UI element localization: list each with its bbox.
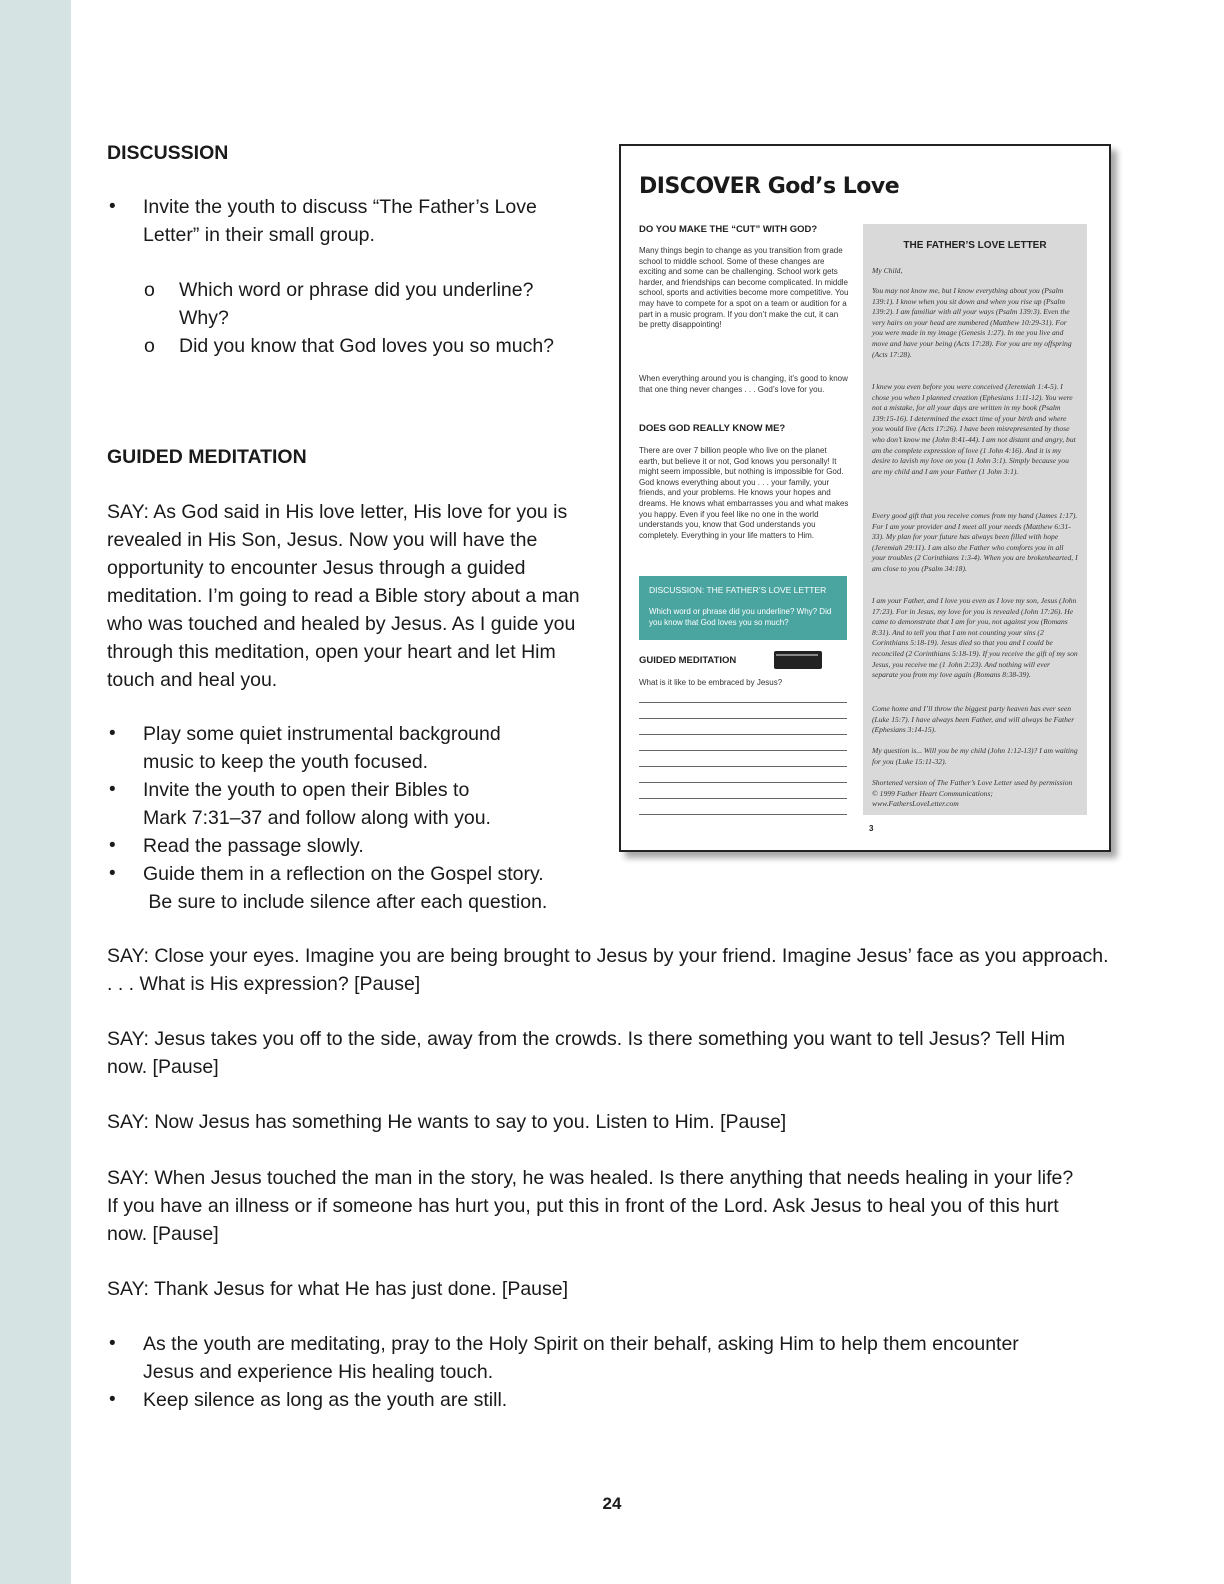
meditation-intro-line: opportunity to encounter Jesus through a guided	[107, 557, 526, 579]
meditation-intro-line: touch and heal you.	[107, 669, 278, 691]
meditation-step: music to keep the youth focused.	[143, 751, 429, 773]
side-band	[0, 0, 71, 1584]
write-line	[639, 702, 847, 703]
final-step: Jesus and experience His healing touch.	[143, 1361, 494, 1383]
bullet: •	[109, 1333, 116, 1354]
handout-section-heading: DOES GOD REALLY KNOW ME?	[639, 423, 786, 434]
meditation-step: Mark 7:31–37 and follow along with you.	[143, 807, 491, 829]
discussion-question: Which word or phrase did you underline?	[179, 279, 534, 301]
bible-icon	[774, 651, 822, 669]
discussion-question: Did you know that God loves you so much?	[179, 335, 555, 357]
say-line: SAY: Now Jesus has something He wants to say to you. Listen to Him. [Pause]	[107, 1111, 787, 1133]
handout-page-number: 3	[869, 824, 874, 833]
write-line	[639, 798, 847, 799]
handout-paragraph: There are over 7 billion people who live on the planet earth, but believe it or not, God knows you personally! It might seem impossible, but nothing is impossible for God. God knows everything about you . . . your family, your friends, and your problems. He knows your hopes and dreams. He knows what embarrasses you and what makes you happy. Even if you feel like no one in the world understands you, know that God understands you completely. Everything in your life matters to Him.	[639, 446, 849, 540]
love-letter-paragraph: I am your Father, and I love you even as I love my son, Jesus (John 17:23). For in Jesus, my love for you is revealed (John 17:26). He came to demonstrate that I am for you, not against you (Romans 8:31). And to tell you that I am not counting your sins (2 Corinthians 5:18-19). Jesus died so that you and I could be reconciled (2 Corinthians 5:18-19). If you receive the gift of my son Jesus, you receive me (1 John 2:23). And nothing will ever separate you from my love again (Romans 8:38-39).	[872, 596, 1078, 680]
say-line: . . . What is His expression? [Pause]	[107, 973, 421, 995]
meditation-step: Play some quiet instrumental background	[143, 723, 501, 745]
bullet: •	[109, 1389, 116, 1410]
meditation-step: Guide them in a reflection on the Gospel story.	[143, 863, 544, 885]
handout-meditation-prompt: What is it like to be embraced by Jesus?	[639, 678, 783, 687]
handout-section-heading: DO YOU MAKE THE “CUT” WITH GOD?	[639, 224, 818, 235]
handout-title: DISCOVER God’s Love	[639, 174, 900, 199]
discussion-bullet-text: Invite the youth to discuss “The Father’s Love	[143, 196, 537, 218]
write-line	[639, 718, 847, 719]
bullet: •	[109, 196, 116, 217]
page-number: 24	[602, 1494, 622, 1513]
meditation-step: Invite the youth to open their Bibles to	[143, 779, 470, 801]
love-letter-paragraph: I knew you even before you were conceived (Jeremiah 1:4-5). I chose you when I planned creation (Ephesians 1:11-12). You were not a mistake, for all your days are written in my book (Psalm 139:15-16). I determined the exact time of your birth and where you would live (Acts 17:26). I have been misrepresented by those who don’t know me (John 8:41-44). I am not distant and angry, but am the complete expression of love (1 John 4:16). And it is my desire to lavish my love on you (1 John 3:1). Simply because you are my child and I am your Father (1 John 3:1).	[872, 382, 1076, 476]
write-line	[639, 734, 847, 735]
love-letter-salutation: My Child,	[872, 266, 903, 275]
bullet: •	[109, 863, 116, 884]
handout-discussion-box	[639, 576, 847, 640]
say-line: SAY: Jesus takes you off to the side, away from the crowds. Is there something you want to tell Jesus? Tell Him	[107, 1028, 1066, 1050]
handout-meditation-heading: GUIDED MEDITATION	[639, 655, 737, 666]
meditation-intro-line: who was touched and healed by Jesus. As I guide you	[107, 613, 576, 635]
sub-bullet: o	[144, 335, 155, 357]
discussion-bullet-text: Letter” in their small group.	[143, 224, 375, 246]
write-line	[639, 750, 847, 751]
say-line: If you have an illness or if someone has hurt you, put this in front of the Lord. Ask Jesus to heal you of this hurt	[107, 1195, 1059, 1217]
love-letter-credit: Shortened version of The Father’s Love Letter used by permission © 1999 Father Heart Communications; www.FathersLoveLetter.com	[872, 778, 1073, 809]
love-letter-paragraph: You may not know me, but I know everything about you (Psalm 139:1). I know when you sit down and when you rise up (Psalm 139:2). I am familiar with all your ways (Psalm 139:3). Even the very hairs on your head are numbered (Matthew 10:29-31). For you were made in my image (Genesis 1:27). In me you live and move and have your being (Acts 17:28). For you are my offspring (Acts 17:28).	[872, 286, 1072, 359]
handout-discussion-heading: DISCUSSION: THE FATHER’S LOVE LETTER	[649, 585, 827, 595]
love-letter-paragraph: My question is... Will you be my child (John 1:12-13)? I am waiting for you (Luke 15:11-32).	[872, 746, 1078, 766]
say-line: SAY: Close your eyes. Imagine you are being brought to Jesus by your friend. Imagine Jesus’ face as you approach.	[107, 945, 1109, 967]
say-line: now. [Pause]	[107, 1056, 219, 1078]
meditation-step: Read the passage slowly.	[143, 835, 364, 857]
handout-paragraph: When everything around you is changing, it’s good to know that one thing never changes . . . God’s love for you.	[639, 374, 848, 394]
handout-thumbnail	[619, 144, 1111, 852]
love-letter-title: THE FATHER’S LOVE LETTER	[903, 240, 1047, 251]
love-letter-paragraph: Come home and I’ll throw the biggest party heaven has ever seen (Luke 15:7). I have always been Father, and will always be Father (Ephesians 3:14-15).	[872, 704, 1075, 735]
say-line: SAY: When Jesus touched the man in the story, he was healed. Is there anything that needs healing in your life?	[107, 1167, 1074, 1189]
meditation-intro-line: SAY: As God said in His love letter, His love for you is	[107, 501, 568, 523]
write-line	[639, 766, 847, 767]
bullet: •	[109, 835, 116, 856]
meditation-intro-line: revealed in His Son, Jesus. Now you will have the	[107, 529, 538, 551]
say-line: SAY: Thank Jesus for what He has just done. [Pause]	[107, 1278, 569, 1300]
love-letter-paragraph: Every good gift that you receive comes from my hand (James 1:17). For I am your provider and I meet all your needs (Matthew 6:31-33). My plan for your future has always been filled with hope (Jeremiah 29:11). I am also the Father who comforts you in all your troubles (2 Corinthians 1:3-4). When you are brokenhearted, I am close to you (Psalm 34:18).	[872, 511, 1078, 573]
sub-bullet: o	[144, 279, 155, 301]
write-line	[639, 782, 847, 783]
bullet: •	[109, 779, 116, 800]
handout-paragraph: Many things begin to change as you transition from grade school to middle school. Some of these changes are exciting and some can be challenging. School work gets harder, and friendships can become complicated. In middle school, sports and activities become more competitive. You may have to compete for a spot on a team or audition for a part in a music program. If you don’t make the cut, it can be pretty disappointing!	[639, 246, 849, 330]
bullet: •	[109, 723, 116, 744]
meditation-heading: GUIDED MEDITATION	[107, 446, 307, 468]
final-step: As the youth are meditating, pray to the Holy Spirit on their behalf, asking Him to help them encounter	[143, 1333, 1019, 1355]
meditation-intro-line: through this meditation, open your heart and let Him	[107, 641, 556, 663]
meditation-intro-line: meditation. I’m going to read a Bible story about a man	[107, 585, 580, 607]
discussion-heading: DISCUSSION	[107, 142, 229, 164]
love-letter-panel	[863, 224, 1087, 815]
say-line: now. [Pause]	[107, 1223, 219, 1245]
discussion-question: Why?	[179, 307, 229, 329]
write-line	[639, 814, 847, 815]
final-step: Keep silence as long as the youth are still.	[143, 1389, 508, 1411]
meditation-step: Be sure to include silence after each question.	[143, 891, 548, 913]
handout-discussion-text: Which word or phrase did you underline? Why? Did you know that God loves you so much?	[649, 607, 832, 627]
